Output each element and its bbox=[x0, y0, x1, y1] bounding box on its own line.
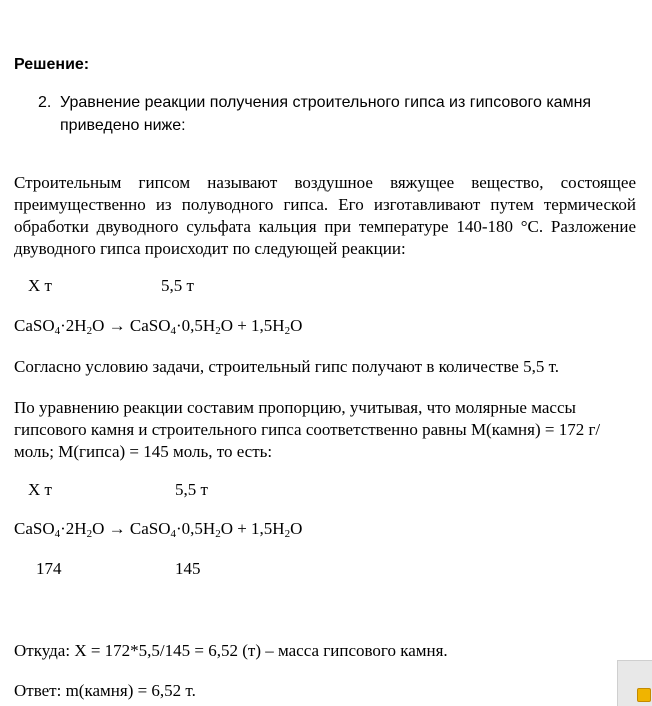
solution-heading: Решение: bbox=[14, 56, 90, 73]
answer-paragraph: Ответ: m(камня) = 6,52 т. bbox=[14, 681, 196, 700]
product-formula: $CaSO_4\cdot 0,5H_2O + 1,5H_2O$ bbox=[129, 316, 303, 337]
intro-paragraph: Строительным гипсом называют воздушное вяжущее вещество, состоящее преимущественно из полуводного гипса. Его изготавливают путем термической обработки двуводного сульфата кальция при температуре 140-180 °С. Разложение двуводного гипса происходит по следующей реакции: bbox=[14, 173, 636, 258]
arrow-icon: → bbox=[108, 519, 126, 538]
reaction2-left-molar: 174 bbox=[36, 559, 62, 578]
reaction2-left-amount: Х т bbox=[28, 480, 52, 499]
arrow-icon: → bbox=[108, 316, 126, 335]
proportion-paragraph: По уравнению реакции составим пропорцию, учитывая, что молярные массы гипсового камня и строительного гипса соответственно равны М(камня) = 172 г/моль; М(гипса) = 145 моль, то есть: bbox=[14, 398, 601, 461]
notepad-icon[interactable] bbox=[637, 688, 651, 702]
reactant-formula: $CaSO_4\cdot 2H_2O$ bbox=[14, 519, 105, 540]
reaction1-right-amount: 5,5 т bbox=[161, 276, 194, 295]
condition-paragraph: Согласно условию задачи, строительный гипс получают в количестве 5,5 т. bbox=[14, 357, 559, 376]
list-item-2 bbox=[38, 91, 650, 137]
result-paragraph: Откуда: Х = 172*5,5/145 = 6,52 (т) – масса гипсового камня. bbox=[14, 641, 448, 660]
list-item-text: Уравнение реакции получения строительного гипса из гипсового камня приведено ниже: bbox=[60, 94, 592, 134]
reaction1-equation bbox=[14, 316, 302, 336]
reactant-formula: $CaSO_4\cdot 2H_2O$ bbox=[14, 316, 105, 337]
reaction2-right-molar: 145 bbox=[175, 559, 201, 578]
list-item-number: 2. bbox=[38, 94, 52, 111]
reaction1-left-amount: Х т bbox=[28, 276, 52, 295]
reaction2-equation bbox=[14, 519, 302, 539]
product-formula: $CaSO_4\cdot 0,5H_2O + 1,5H_2O$ bbox=[129, 519, 303, 540]
reaction2-right-amount: 5,5 т bbox=[175, 480, 208, 499]
